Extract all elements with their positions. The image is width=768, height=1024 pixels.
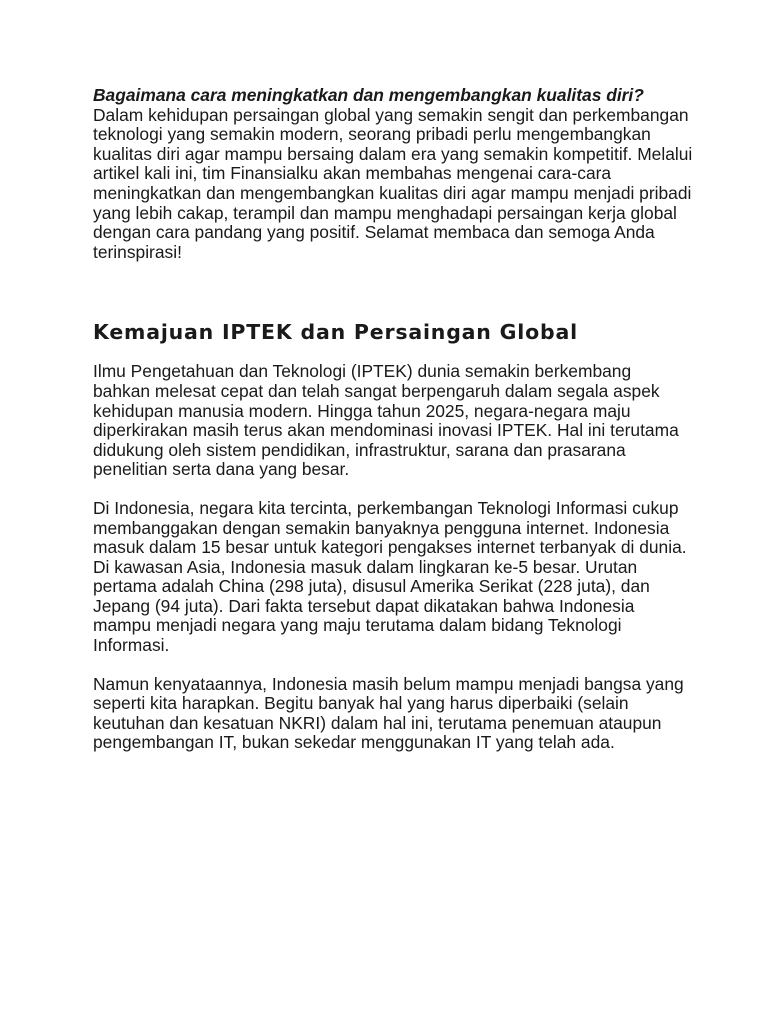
intro-paragraph <box>93 86 693 262</box>
section-paragraph-2: Di Indonesia, negara kita tercinta, perkembangan Teknologi Informasi cukup membanggakan dengan semakin banyaknya pengguna internet. Indonesia masuk dalam 15 besar untuk kategori pengakses internet terbanyak di dunia. Di kawasan Asia, Indonesia masuk dalam lingkaran ke-5 besar. Urutan pertama adalah China (298 juta), disusul Amerika Serikat (228 juta), dan Jepang (94 juta). Dari fakta tersebut dapat dikatakan bahwa Indonesia mampu menjadi negara yang maju terutama dalam bidang Teknologi Informasi. <box>93 497 687 656</box>
intro-question: Bagaimana cara meningkatkan dan mengembangkan kualitas diri? <box>93 85 644 105</box>
section-body <box>93 362 693 753</box>
section-heading: Kemajuan IPTEK dan Persaingan Global <box>93 320 578 345</box>
section-paragraph-1: Ilmu Pengetahuan dan Teknologi (IPTEK) dunia semakin berkembang bahkan melesat cepat dan telah sangat berpengaruh dalam segala aspek kehidupan manusia modern. Hingga tahun 2025, negara-negara maju diperkirakan masih terus akan mendominasi inovasi IPTEK. Hal ini terutama didukung oleh sistem pendidikan, infrastruktur, sarana dan prasarana penelitian serta dana yang besar. <box>93 361 679 480</box>
document-page <box>93 86 693 753</box>
intro-text: Dalam kehidupan persaingan global yang semakin sengit dan perkembangan teknologi yang semakin modern, seorang pribadi perlu mengembangkan kualitas diri agar mampu bersaing dalam era yang semakin kompetitif. Melalui artikel kali ini, tim Finansialku akan membahas mengenai cara-cara meningkatkan dan mengembangkan kualitas diri agar mampu menjadi pribadi yang lebih cakap, terampil dan mampu menghadapi persaingan kerja global dengan cara pandang yang positif. Selamat membaca dan semoga Anda terinspirasi! <box>93 104 693 262</box>
section-paragraph-3: Namun kenyataannya, Indonesia masih belum mampu menjadi bangsa yang seperti kita harapkan. Begitu banyak hal yang harus diperbaiki (selain keutuhan dan kesatuan NKRI) dalam hal ini, terutama penemuan ataupun pengembangan IT, bukan sekedar menggunakan IT yang telah ada. <box>93 673 684 753</box>
